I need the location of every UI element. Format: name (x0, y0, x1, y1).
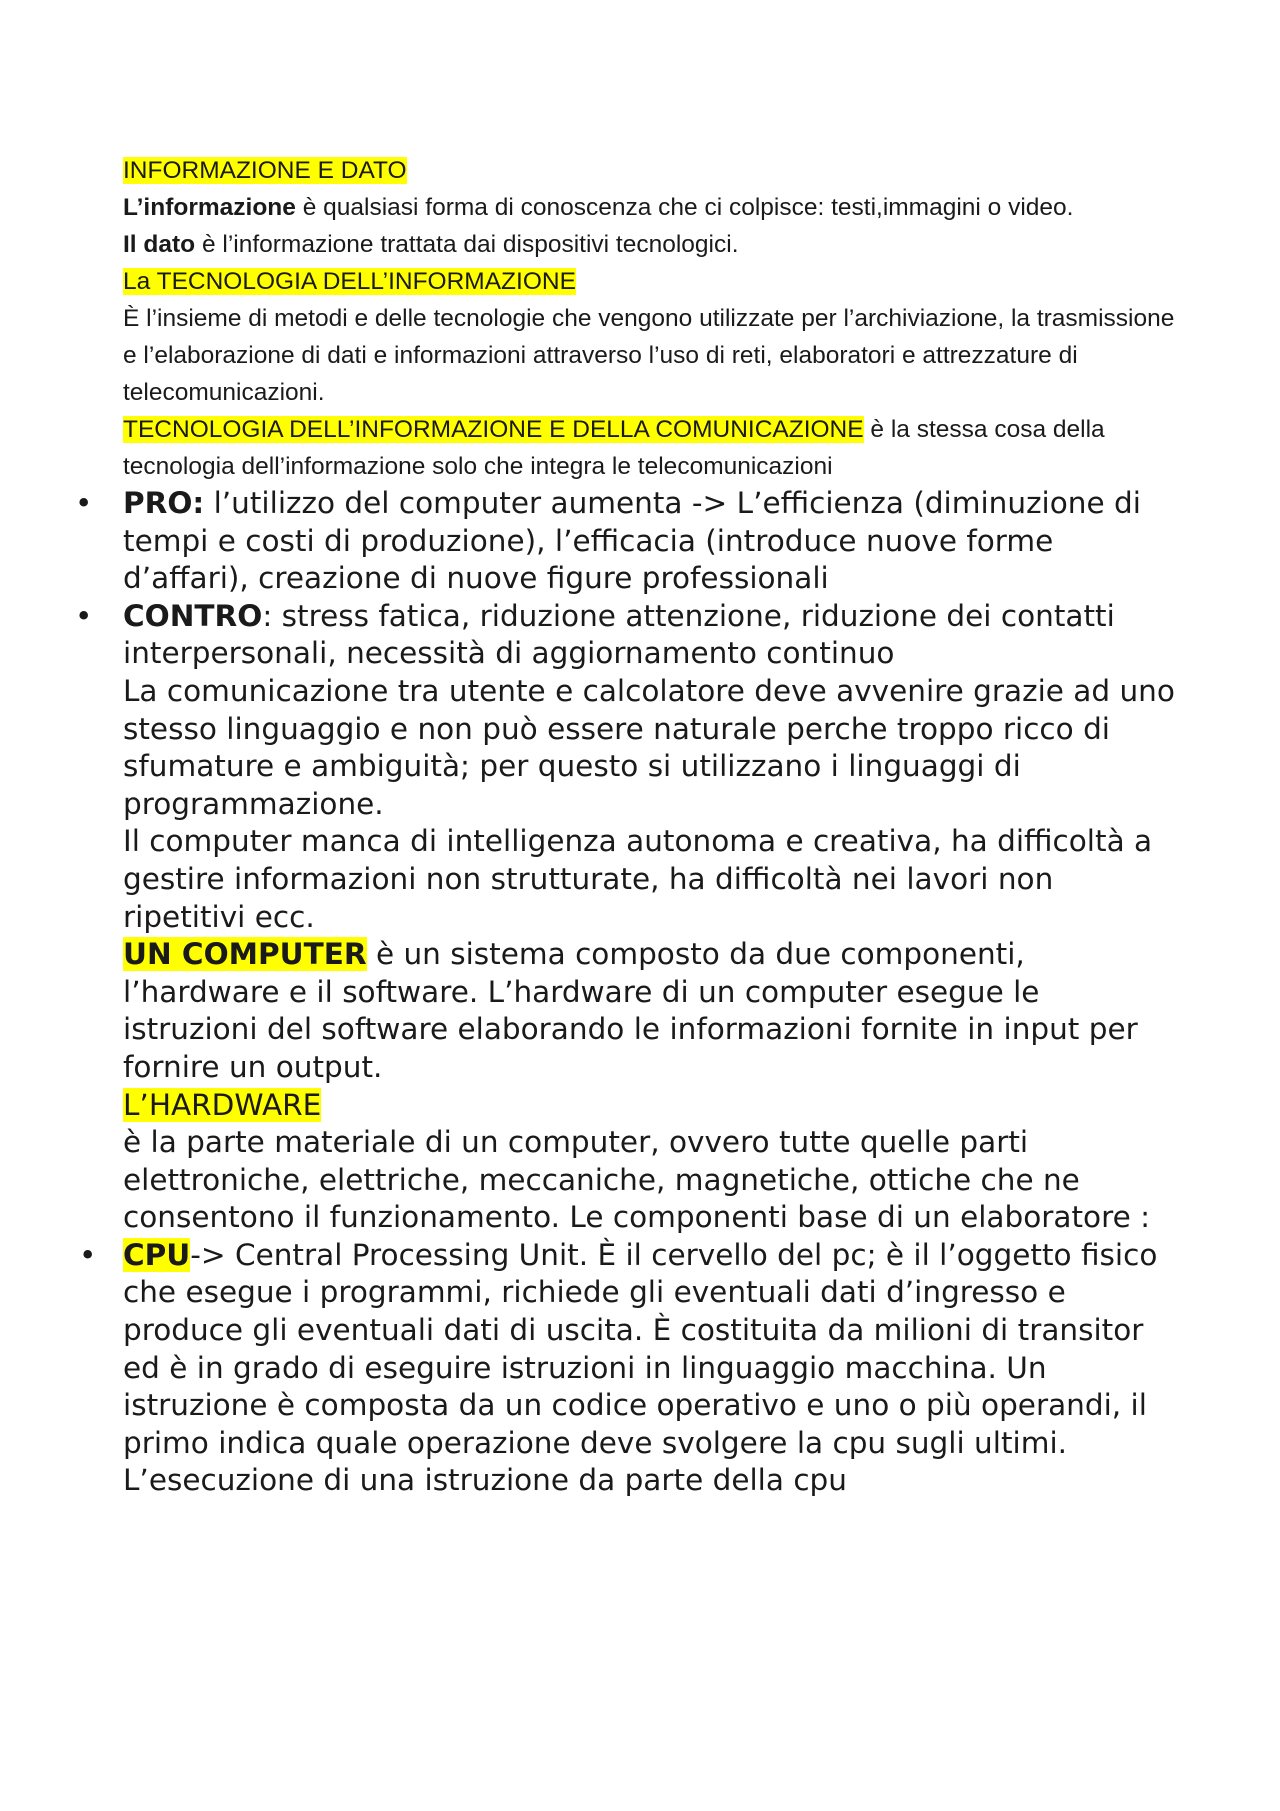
bullet-icon: • (79, 1237, 97, 1272)
bullet-icon: • (75, 486, 93, 520)
paragraph-ict: TECNOLOGIA DELL’INFORMAZIONE E DELLA COMUNICAZIONE è la stessa cosa della tecnologia dell’informazione solo che integra le telecomunicazioni (123, 416, 1105, 480)
heading-ict: TECNOLOGIA DELL’INFORMAZIONE E DELLA COMUNICAZIONE (123, 416, 864, 443)
pro-contro-list (75, 485, 1183, 673)
term-dato: Il dato (123, 231, 196, 258)
document-page (75, 152, 1183, 1500)
paragraph-intelligenza: Il computer manca di intelligenza autonoma e creativa, ha difficoltà a gestire informazioni non strutturate, ha difficoltà nei lavori non ripetitivi ecc. (123, 824, 1153, 934)
heading-hardware: L’HARDWARE (123, 1087, 322, 1122)
paragraph-tecnologia-informazione: È l’insieme di metodi e delle tecnologie che vengono utilizzate per l’archiviazione, la trasmissione e l’elaborazione di dati e informazioni attraverso l’uso di reti, elaboratori e attrezzature di telecomunicazioni. (123, 305, 1175, 406)
list-item-pro: • PRO: l’utilizzo del computer aumenta -> L’efficienza (diminuzione di tempi e costi di produzione), l’efficacia (introduce nuove forme d’affari), creazione di nuove figure professionali (75, 486, 1141, 596)
paragraph-comunicazione: La comunicazione tra utente e calcolatore deve avvenire grazie ad uno stesso linguaggio e non può essere naturale perche troppo ricco di sfumature e ambiguità; per questo si utilizzano i linguaggi di programmazione. (123, 673, 1175, 821)
list-item-cpu: • CPU-> Central Processing Unit. È il cervello del pc; è il l’oggetto fisico che esegue i programmi, richiede gli eventuali dati d’ingresso e produce gli eventuali dati di uscita. È costituita da milioni di transitor ed è in grado di eseguire istruzioni in linguaggio macchina. Un istruzione è composta da un codice operativo e uno o più operandi, il primo indica quale operazione deve svolgere la cpu sugli ultimi. L’esecuzione di una istruzione da parte della cpu (79, 1237, 1158, 1498)
components-list (79, 1237, 1183, 1500)
heading-tecnologia-informazione: La TECNOLOGIA DELL’INFORMAZIONE (123, 268, 576, 295)
paragraph-informazione: L’informazione è qualsiasi forma di conoscenza che ci colpisce: testi,immagini o video. (123, 194, 1074, 221)
bullet-icon: • (75, 598, 93, 633)
list-item-contro: • CONTRO: stress fatica, riduzione attenzione, riduzione dei contatti interpersonali, necessità di aggiornamento continuo (75, 598, 1115, 671)
heading-informazione-e-dato: INFORMAZIONE E DATO (123, 157, 407, 184)
paragraph-dato: Il dato è l’informazione trattata dai dispositivi tecnologici. (123, 231, 739, 258)
paragraph-hardware: è la parte materiale di un computer, ovvero tutte quelle parti elettroniche, elettriche, meccaniche, magnetiche, ottiche che ne consentono il funzionamento. Le componenti base di un elaboratore : (123, 1125, 1151, 1235)
term-computer: UN COMPUTER (123, 937, 367, 972)
paragraph-computer: UN COMPUTER è un sistema composto da due componenti, l’hardware e il software. L’hardware di un computer esegue le istruzioni del software elaborando le informazioni fornite in input per fornire un output. (123, 937, 1138, 1084)
term-informazione: L’informazione (123, 194, 296, 221)
